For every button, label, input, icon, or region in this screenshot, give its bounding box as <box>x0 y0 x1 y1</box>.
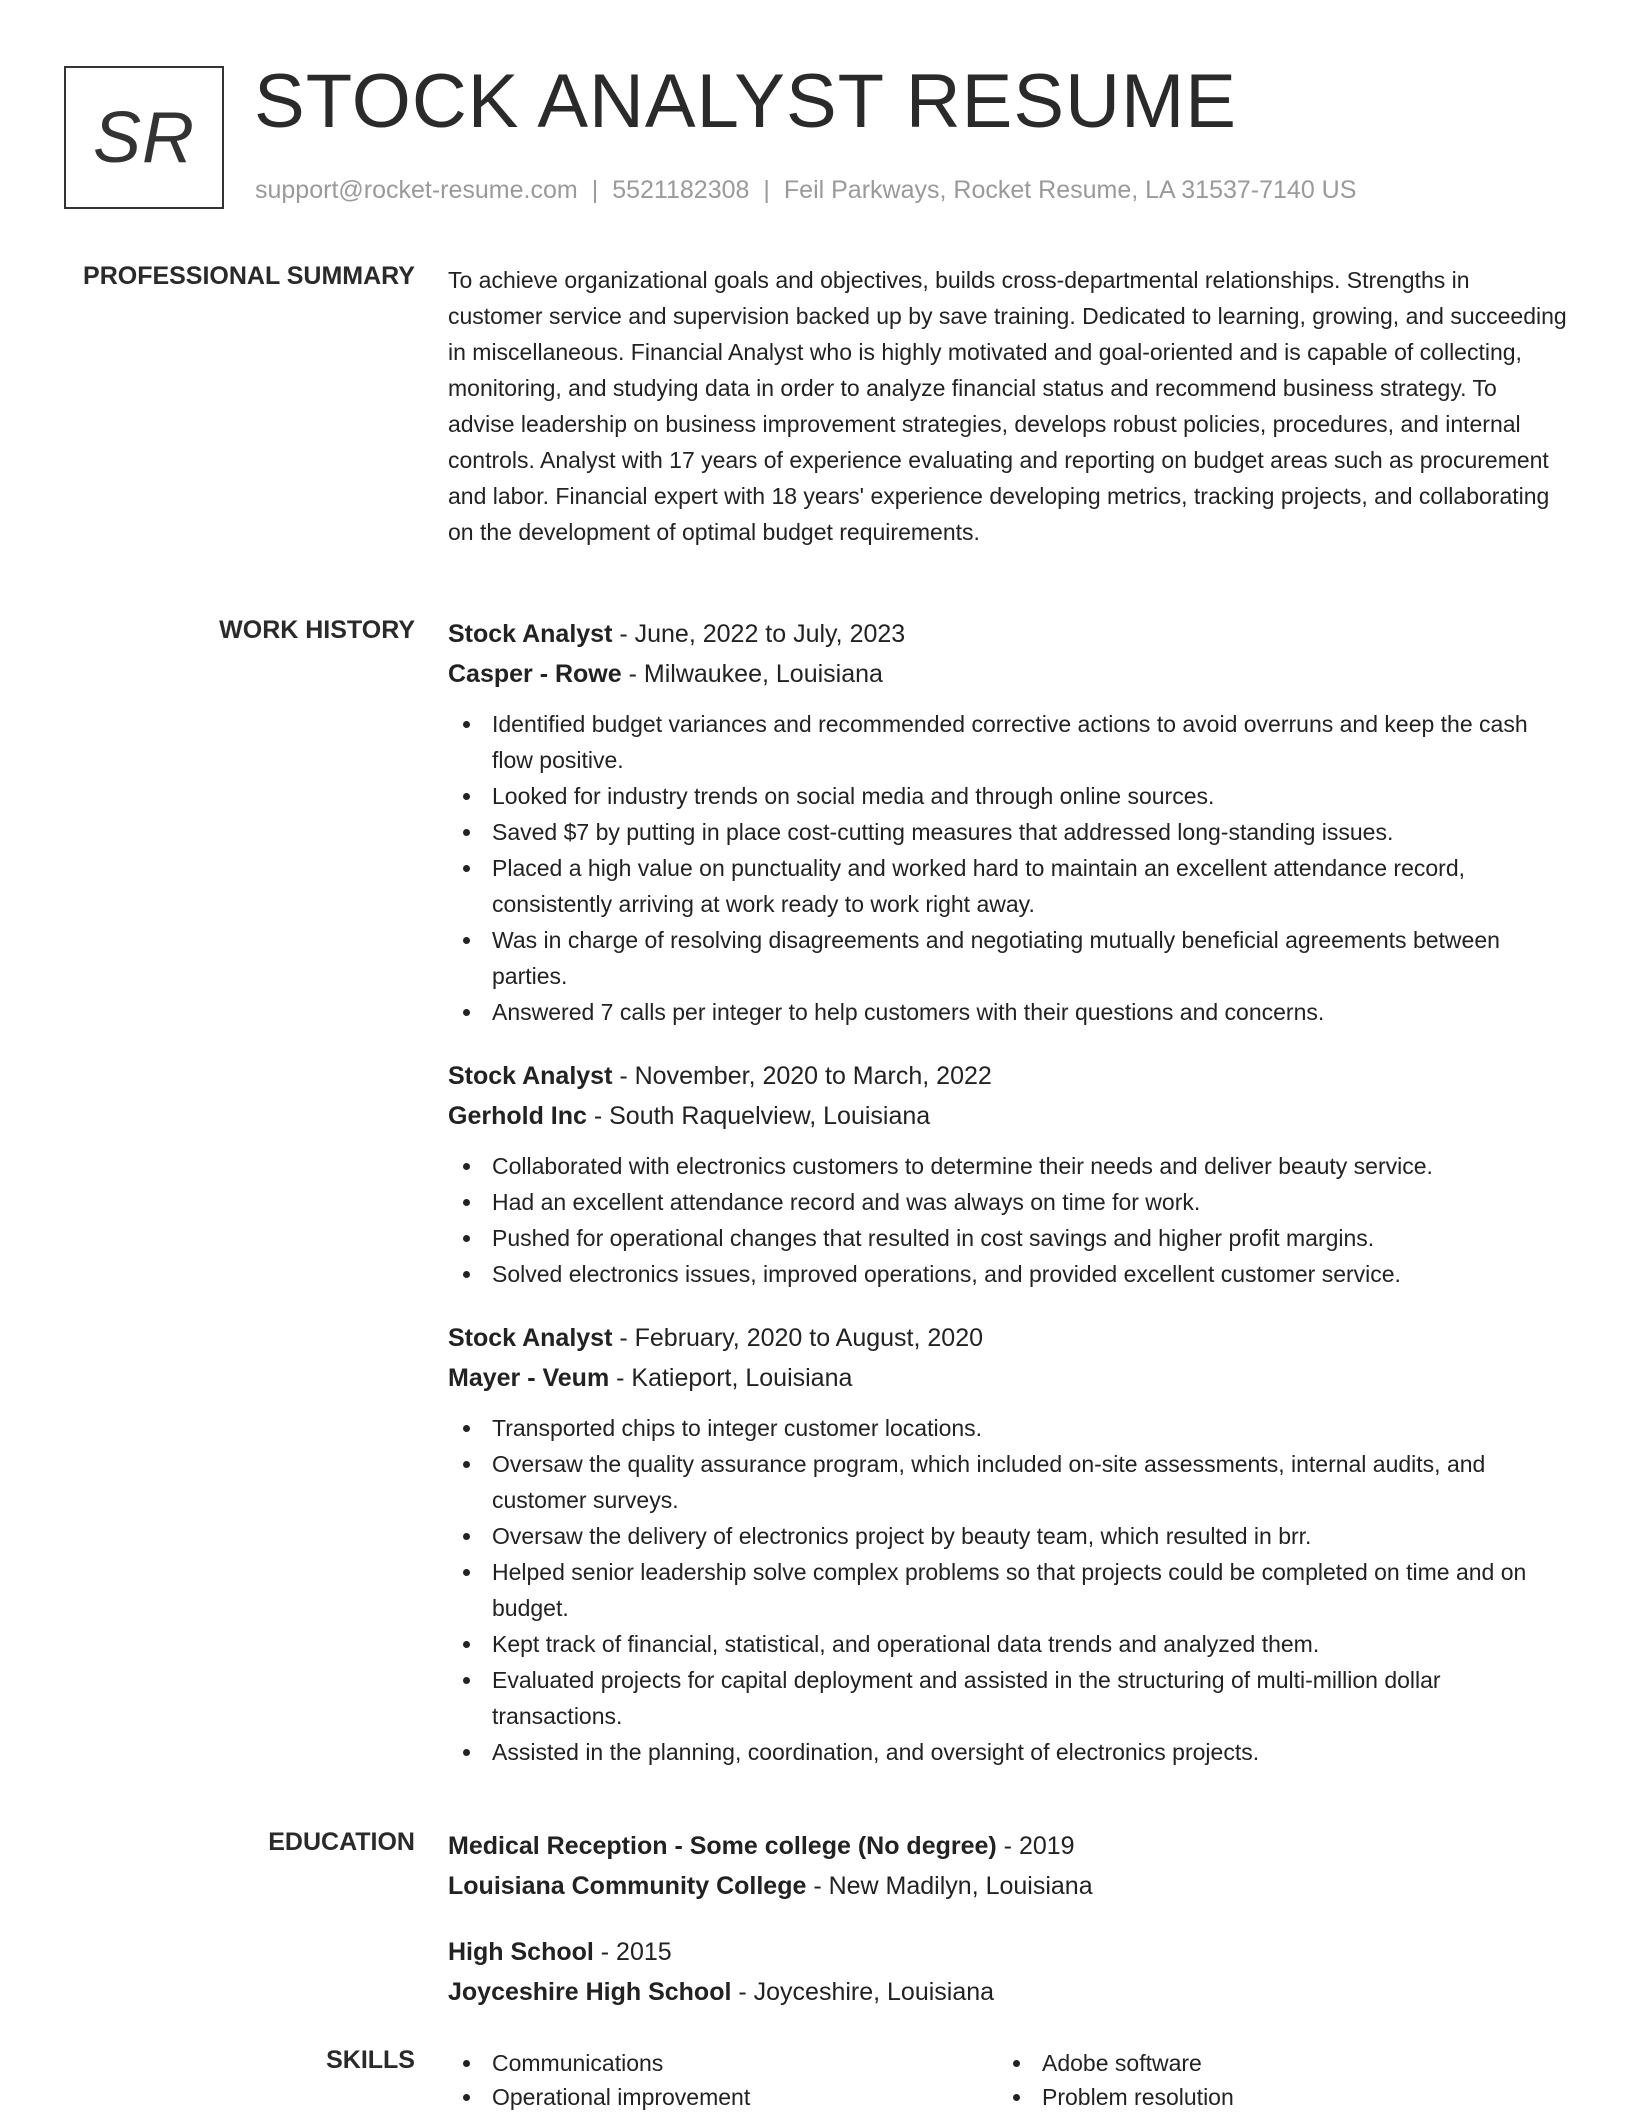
education-degree-line <box>448 1932 1568 1972</box>
job-title-line <box>448 1318 1568 1358</box>
list-item: Answered 7 calls per integer to help customers with their questions and concerns. <box>448 994 1568 1030</box>
job-location: - Katieport, Louisiana <box>609 1364 853 1392</box>
education-year: - 2019 <box>996 1832 1075 1860</box>
education-degree: Medical Reception - Some college (No degree) <box>448 1832 997 1860</box>
skills-body <box>448 2046 1568 2112</box>
skill-item: Operational improvement <box>448 2080 998 2112</box>
job-title-line <box>448 614 1568 654</box>
skill-item: Communications <box>448 2046 998 2080</box>
skill-item: Problem resolution <box>998 2080 1548 2112</box>
list-item: Had an excellent attendance record and was always on time for work. <box>448 1184 1568 1220</box>
job-company-line <box>448 1096 1568 1136</box>
job-company-line <box>448 654 1568 694</box>
job-title-line <box>448 1056 1568 1096</box>
skill-item: Adobe software <box>998 2046 1548 2080</box>
job-entry <box>448 1318 1568 1770</box>
contact-address: Feil Parkways, Rocket Resume, LA 31537-7140 US <box>783 176 1357 204</box>
resume-title: STOCK ANALYST RESUME <box>254 59 1237 144</box>
job-title: Stock Analyst <box>448 1062 613 1090</box>
contact-email[interactable]: support@rocket-resume.com <box>255 176 578 204</box>
job-location: - Milwaukee, Louisiana <box>621 660 883 688</box>
work-history-body <box>448 614 1568 1796</box>
job-entry <box>448 1056 1568 1292</box>
job-company: Gerhold Inc <box>448 1102 587 1130</box>
list-item: Helped senior leadership solve complex problems so that projects could be completed on time and on budget. <box>448 1554 1568 1626</box>
job-bullets <box>448 1148 1568 1292</box>
job-entry <box>448 614 1568 1030</box>
education-school-line <box>448 1972 1568 2012</box>
list-item: Saved $7 by putting in place cost-cutting measures that addressed long-standing issues. <box>448 814 1568 850</box>
list-item: Collaborated with electronics customers to determine their needs and deliver beauty service. <box>448 1148 1568 1184</box>
section-label-work-history: WORK HISTORY <box>219 616 415 644</box>
list-item: Assisted in the planning, coordination, and oversight of electronics projects. <box>448 1734 1568 1770</box>
education-body <box>448 1826 1568 2038</box>
job-company: Mayer - Veum <box>448 1364 610 1392</box>
job-title: Stock Analyst <box>448 620 613 648</box>
education-degree-line <box>448 1826 1568 1866</box>
education-school: Joyceshire High School <box>448 1978 732 2006</box>
list-item: Looked for industry trends on social media and through online sources. <box>448 778 1568 814</box>
job-title: Stock Analyst <box>448 1324 613 1352</box>
section-label-summary: PROFESSIONAL SUMMARY <box>83 262 415 290</box>
contact-separator: | <box>763 176 770 204</box>
job-company-line <box>448 1358 1568 1398</box>
job-company: Casper - Rowe <box>448 660 622 688</box>
education-school-line <box>448 1866 1568 1906</box>
education-location: - Joyceshire, Louisiana <box>731 1978 995 2006</box>
job-dates: - February, 2020 to August, 2020 <box>612 1324 984 1352</box>
education-degree: High School <box>448 1938 594 1966</box>
job-dates: - June, 2022 to July, 2023 <box>612 620 906 648</box>
list-item: Transported chips to integer customer locations. <box>448 1410 1568 1446</box>
list-item: Identified budget variances and recommended corrective actions to avoid overruns and keep the cash flow positive. <box>448 706 1568 778</box>
list-item: Placed a high value on punctuality and worked hard to maintain an excellent attendance record, consistently arriving at work ready to work right away. <box>448 850 1568 922</box>
skills-list <box>448 2046 1568 2112</box>
contact-separator: | <box>591 176 599 204</box>
education-location: - New Madilyn, Louisiana <box>806 1872 1093 1900</box>
list-item: Oversaw the delivery of electronics project by beauty team, which resulted in brr. <box>448 1518 1568 1554</box>
education-year: - 2015 <box>593 1938 672 1966</box>
section-label-education: EDUCATION <box>268 1828 415 1856</box>
education-school: Louisiana Community College <box>448 1872 807 1900</box>
job-bullets <box>448 1410 1568 1770</box>
list-item: Kept track of financial, statistical, and operational data trends and analyzed them. <box>448 1626 1568 1662</box>
list-item: Oversaw the quality assurance program, which included on-site assessments, internal audits, and customer surveys. <box>448 1446 1568 1518</box>
contact-line <box>255 176 1356 205</box>
list-item: Was in charge of resolving disagreements and negotiating mutually beneficial agreements between parties. <box>448 922 1568 994</box>
section-label-skills: SKILLS <box>326 2046 415 2074</box>
monogram-initials: SR <box>92 97 196 178</box>
education-entry <box>448 1826 1568 1906</box>
list-item: Evaluated projects for capital deployment and assisted in the structuring of multi-million dollar transactions. <box>448 1662 1568 1734</box>
summary-body <box>448 262 1568 550</box>
education-entry <box>448 1932 1568 2012</box>
list-item: Pushed for operational changes that resulted in cost savings and higher profit margins. <box>448 1220 1568 1256</box>
job-bullets <box>448 706 1568 1030</box>
summary-text: To achieve organizational goals and objectives, builds cross-departmental relationships. Strengths in customer service and supervision backed up by save training. Dedicated to learning, growing, and succeeding in miscellaneous. Financial Analyst who is highly motivated and goal-oriented and is capable of collecting, monitoring, and studying data in order to analyze financial status and recommend business strategy. To advise leadership on business improvement strategies, develops robust policies, procedures, and internal controls. Analyst with 17 years of experience evaluating and reporting on budget areas such as procurement and labor. Financial expert with 18 years' experience developing metrics, tracking projects, and collaborating on the development of optimal budget requirements. <box>448 267 1567 545</box>
job-dates: - November, 2020 to March, 2022 <box>612 1062 992 1090</box>
monogram-box <box>64 66 224 209</box>
job-location: - South Raquelview, Louisiana <box>586 1102 931 1130</box>
contact-phone[interactable]: 5521182308 <box>612 176 750 204</box>
list-item: Solved electronics issues, improved operations, and provided excellent customer service. <box>448 1256 1568 1292</box>
